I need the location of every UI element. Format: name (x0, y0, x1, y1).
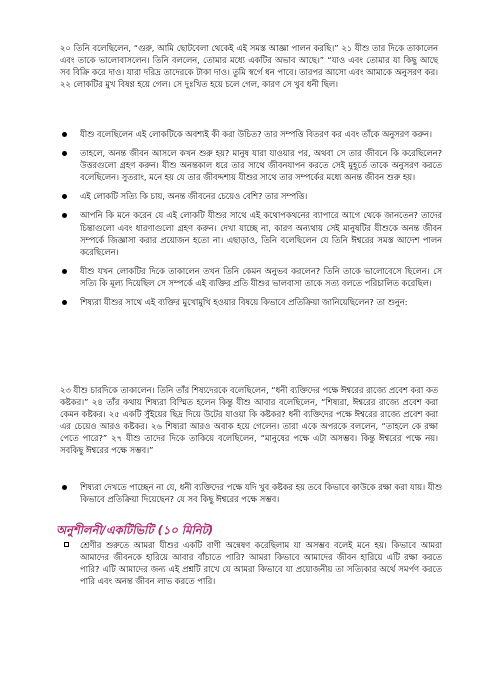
discussion-text: আপনি কি মনে করেন যে এই লোকটি যীশুর সাথে এই কথোপকথনের ব্যাপারে আগে থেকে জানতেন? তাদের চিন্তাগুলো এবং ধারণাগুলো গ্রহণ করুন। দেখা যাচ্ছে না, কারণ অন্যথায় সেই মানুষটির যীশুকে অনন্ত জীবন সম্পর্কে জিজ্ঞাসা করার প্রয়োজন হতো না। এছাড়াও, তিনি বলেছিলেন যে তিনি ঈশ্বরের সমস্ত আদেশ পালন করেছিলেন। (80, 210, 442, 257)
activity-heading: অনুশীলনী/একটিভিটি (১০ মিনিট) (56, 523, 214, 537)
scripture-passage-1: ২০ তিনি বলেছিলেন, “গুরু, আমি ছোটবেলা থেকেই এই সমস্ত আজ্ঞা পালন করছি।” ২১ যীশু তার দিকে তাকালেন এবং তাকে ভালোবাসলেন। তিনি বললেন, তোমার মধ্যে একটির অভাব আছে।” “যাও এবং তোমার যা কিছু আছে সব বিক্রি করে দাও। যারা দরিদ্র তাদেরকে টাকা দাও। তুমি স্বর্গে ধন পাবে। তারপর আসো এবং আমাকে অনুসরণ কর। ২২ লোকটির মুখ বিষণ্ণ হয়ে গেল। সে দুঃখিত হয়ে চলে গেল, কারণ সে খুব ধনী ছিল। (60, 43, 438, 90)
bullet-icon (62, 269, 67, 274)
discussion-item (60, 147, 442, 183)
discussion-text: এই লোকটি সত্যি কি চায়, অনন্ত জীবনের চেয়েও বেশি? তার সম্পত্তি। (80, 191, 308, 202)
bullet-icon (62, 194, 67, 199)
bullet-icon (62, 151, 67, 156)
discussion-item (60, 190, 442, 202)
discussion-item (60, 481, 442, 505)
discussion-item (60, 296, 442, 308)
bullet-icon (62, 132, 67, 137)
discussion-text: শিষ্যরা যীশুর সাথে এই ব্যক্তির মুখোমুখি হওয়ার বিষয়ে কিভাবে প্রতিক্রিয়া জানিয়েছিলেন? তা শুনুন: (80, 297, 408, 308)
discussion-text: যীশু যখন লোকটির দিকে তাকালেন তখন তিনি কেমন অনুভব করলেন? তিনি তাকে ভালোবেসে ছিলেন। সে সত্যি কি মূল্য দিয়েছিল সে সম্পর্কে এই ব্যক্তির প্রতি যীশুর ভালবাসা তাকে সত্য বলতে পরিচালিত করেছিল। (80, 265, 442, 288)
discussion-text: তাহলে, অনন্ত জীবন আসলে কখন শুরু হয়? মানুষ যারা যাওয়ার পর, অথবা সে তার জীবনে কি করেছিলেন? উত্তরগুলো গ্রহণ করুন। যীশু অনন্তকাল ধরে তার সাথে জীবনযাপন করতে সেই মুহূর্তে তাকে অনুসরণ করতে বলেছিলেন। সুতরাং, মনে হয় যে তার জীবদ্দশায় যীশুর সাথে তার সম্পর্কের মধ্যে অনন্ত জীবন শুরু হয়। (80, 148, 442, 183)
discussion-item (60, 128, 442, 140)
discussion-item (60, 265, 442, 289)
activity-text: শ্রেণীর শুরুতে আমরা যীশুর একটি বাণী অন্বেষণ করেছিলাম যা অসম্ভব বলেই মনে হয়। কিভাবে আমরা আমাদের জীবনকে হারিয়ে আবার বাঁচাতে পারি? আমরা কিভাবে আমাদের জীবন হারিয়ে এটি রক্ষা করতে পারি? এটি আমাদের জন্য এই প্রশ্নটি রাখে যে আমরা কিভাবে যা প্রয়োজনীয় তা সত্যিকার অর্থে সমর্পণ করতে পারি এবং অনন্ত জীবন লাভ করতে পারি। (80, 540, 442, 587)
discussion-text: শিষ্যরা দেখতে পাচ্ছেন না যে, ধনী ব্যক্তিদের পক্ষে যদি খুব কষ্টকর হয় তবে কিভাবে কাউকে রক্ষা করা যায়। যীশু কিভাবে প্রতিক্রিয়া দিয়েছেন? যে সব কিছু ঈশ্বরের পক্ষে সম্ভব। (80, 482, 442, 505)
discussion-list-2 (60, 481, 442, 505)
bullet-icon (62, 485, 67, 490)
square-bullet-icon (64, 542, 69, 547)
discussion-text: যীশু বলেছিলেন এই লোকটিকে অবশ্যই কী করা উচিত? তার সম্পত্তি বিতরণ কর এবং তাঁকে অনুসরণ করুন। (80, 129, 432, 139)
discussion-list-1 (60, 128, 442, 308)
bullet-icon (62, 213, 67, 218)
discussion-item (60, 209, 442, 257)
activity-item (60, 539, 442, 587)
bullet-icon (62, 300, 67, 305)
scripture-passage-2: ২৩ যীশু চারদিকে তাকালেন। তিনি তাঁর শিষ্যদেরকে বলেছিলেন, “ধনী ব্যক্তিদের পক্ষে ঈশ্বরের রাজ্যে প্রবেশ করা কত কষ্টকর।” ২৪ তাঁর কথায় শিষ্যরা বিস্মিত হলেন কিন্তু যীশু আবার বলেছিলেন, “শিষ্যরা, ঈশ্বরের রাজ্যে প্রবেশ করা কেমন কষ্টকর। ২৫ একটি সুঁইয়ের ছিদ্র দিয়ে উটের যাওয়া কি কষ্টকর? ধনী ব্যক্তিদের পক্ষে ঈশ্বরের রাজ্যে প্রবেশ করা এর চেয়েও আরও কষ্টকর। ২৬ শিষ্যরা আরও অবাক হয়ে গেলেন। তারা একে অপরকে বললেন, “তাহলে কে রক্ষা পেতে পারে?” ২৭ যীশু তাদের দিকে তাকিয়ে বলেছিলেন, “মানুষের পক্ষে এটা অসম্ভব। কিন্তু ঈশ্বরের পক্ষে নয়। সবকিছু ঈশ্বরের পক্ষে সম্ভব।” (60, 385, 438, 456)
